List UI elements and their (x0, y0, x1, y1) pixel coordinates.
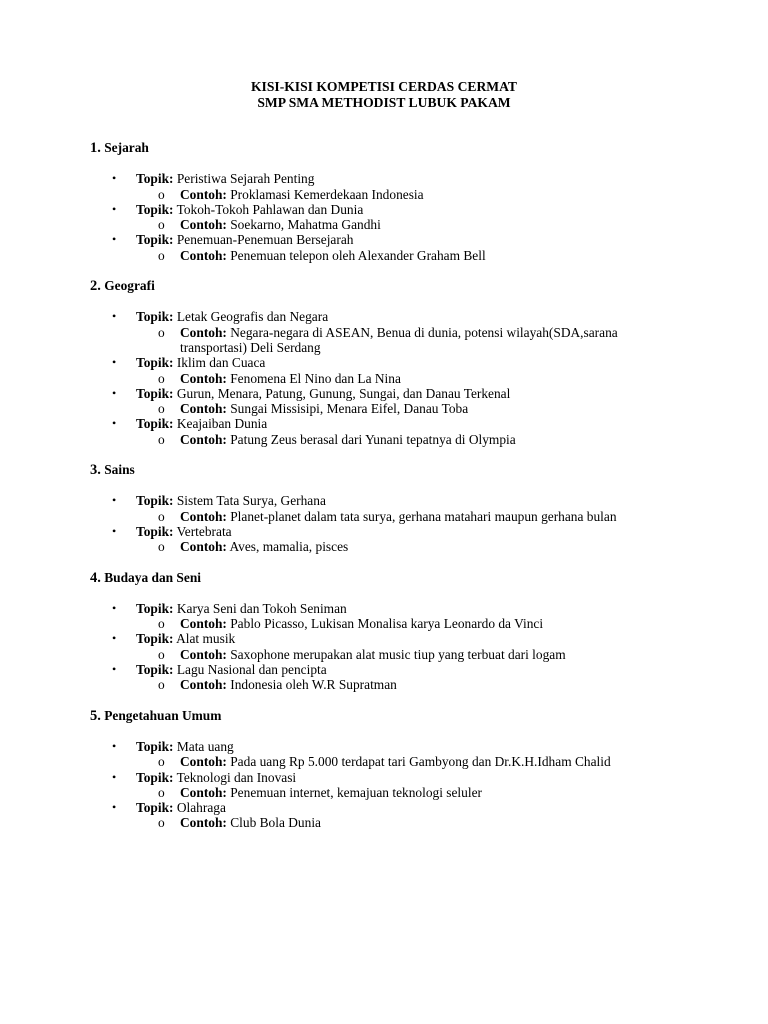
topic-label: Topik: (136, 309, 174, 325)
topic-label: Topik: (136, 493, 174, 509)
topic-label: Topik: (136, 416, 174, 432)
bullet-icon: • (112, 631, 117, 646)
bullet-icon: • (112, 309, 117, 324)
example-item (90, 432, 690, 447)
topic-item (90, 232, 690, 247)
bullet-icon: • (112, 662, 117, 677)
topic-label: Topik: (136, 385, 174, 401)
section (90, 708, 690, 831)
section-number: 2. (90, 278, 101, 295)
example-text: Pada uang Rp 5.000 terdapat tari Gambyong dan Dr.K.H.Idham Chalid (230, 754, 611, 770)
example-label: Contoh: (180, 401, 227, 417)
example-item (90, 401, 690, 416)
topic-item (90, 309, 690, 324)
topic-label: Topik: (136, 201, 174, 217)
example-item (90, 325, 690, 356)
example-text: Sungai Missisipi, Menara Eifel, Danau Toba (230, 401, 469, 417)
circle-bullet-icon: o (158, 754, 165, 770)
circle-bullet-icon: o (158, 217, 165, 233)
example-text: Planet-planet dalam tata surya, gerhana matahari maupun gerhana bulan (230, 508, 617, 524)
title-line-1: KISI-KISI KOMPETISI CERDAS CERMAT (250, 79, 517, 94)
example-text: Aves, mamalia, pisces (229, 539, 349, 555)
example-text: Pablo Picasso, Lukisan Monalisa karya Leonardo da Vinci (230, 616, 544, 632)
topic-text: Olahraga (176, 800, 226, 816)
section-number: 5. (90, 707, 101, 724)
topic-label: Topik: (136, 600, 174, 616)
section-title: Sejarah (104, 140, 149, 155)
example-text: Saxophone merupakan alat music tiup yang terbuat dari logam (230, 646, 566, 662)
topic-text: Keajaiban Dunia (176, 416, 268, 432)
example-text: Patung Zeus berasal dari Yunani tepatnya di Olympia (230, 431, 516, 447)
section-title: Pengetahuan Umum (104, 707, 222, 723)
topic-label: Topik: (136, 171, 174, 187)
topic-label: Topik: (136, 800, 174, 816)
topic-item (90, 493, 690, 508)
example-text: Penemuan internet, kemajuan teknologi seluler (230, 784, 482, 800)
topic-list (90, 739, 690, 831)
example-text: Indonesia oleh W.R Supratman (230, 677, 397, 693)
example-label: Contoh: (180, 217, 227, 233)
bullet-icon: • (112, 201, 117, 216)
circle-bullet-icon: o (158, 646, 165, 662)
topic-text: Peristiwa Sejarah Penting (176, 171, 315, 187)
section (90, 462, 690, 554)
topic-item (90, 202, 690, 217)
topic-list (90, 171, 690, 263)
bullet-icon: • (112, 416, 117, 431)
example-item (90, 371, 690, 386)
example-text: Negara-negara di ASEAN, Benua di dunia, potensi wilayah(SDA,sarana transportasi) Deli Serdang (180, 324, 618, 355)
example-text: Proklamasi Kemerdekaan Indonesia (230, 186, 424, 202)
example-label: Contoh: (180, 646, 227, 662)
topic-list (90, 601, 690, 693)
section-title: Sains (104, 462, 135, 478)
section-number: 1. (90, 140, 101, 156)
circle-bullet-icon: o (158, 677, 165, 693)
topic-text: Teknologi dan Inovasi (176, 769, 297, 785)
bullet-icon: • (112, 385, 117, 400)
circle-bullet-icon: o (158, 370, 165, 386)
example-label: Contoh: (180, 815, 227, 831)
topic-text: Penemuan-Penemuan Bersejarah (176, 232, 354, 248)
circle-bullet-icon: o (158, 784, 165, 800)
topic-item (90, 355, 690, 370)
title-line-2: SMP SMA METHODIST LUBUK PAKAM (257, 94, 511, 110)
circle-bullet-icon: o (158, 247, 165, 263)
topic-item (90, 800, 690, 815)
topic-item (90, 770, 690, 785)
section-title: Geografi (104, 278, 155, 294)
example-label: Contoh: (180, 677, 227, 693)
topic-label: Topik: (136, 738, 174, 754)
example-item (90, 647, 690, 662)
topic-item (90, 524, 690, 539)
example-item (90, 815, 690, 830)
bullet-icon: • (112, 523, 117, 538)
example-item (90, 616, 690, 631)
circle-bullet-icon: o (158, 508, 165, 524)
circle-bullet-icon: o (158, 815, 165, 831)
topic-text: Sistem Tata Surya, Gerhana (176, 493, 326, 509)
topic-text: Vertebrata (176, 523, 232, 539)
example-label: Contoh: (180, 508, 227, 524)
topic-text: Letak Geografis dan Negara (176, 309, 329, 325)
section-title: Budaya dan Seni (104, 569, 201, 585)
example-label: Contoh: (180, 754, 227, 770)
topic-label: Topik: (136, 631, 174, 647)
topic-text: Lagu Nasional dan pencipta (176, 662, 327, 678)
topic-item (90, 416, 690, 431)
bullet-icon: • (112, 600, 117, 615)
example-label: Contoh: (180, 539, 227, 555)
document-title (0, 79, 768, 110)
example-item (90, 248, 690, 263)
topic-label: Topik: (136, 355, 174, 371)
topic-item (90, 739, 690, 754)
example-label: Contoh: (180, 431, 227, 447)
example-item (90, 509, 690, 524)
bullet-icon: • (112, 738, 117, 753)
example-item (90, 539, 690, 554)
circle-bullet-icon: o (158, 401, 165, 417)
topic-text: Tokoh-Tokoh Pahlawan dan Dunia (176, 201, 364, 217)
topic-label: Topik: (136, 232, 174, 248)
example-label: Contoh: (180, 784, 227, 800)
topic-label: Topik: (136, 769, 174, 785)
circle-bullet-icon: o (158, 431, 165, 447)
topic-item (90, 631, 690, 646)
example-item (90, 754, 690, 769)
section-heading (90, 462, 690, 478)
section-number: 3. (90, 462, 101, 479)
topic-text: Iklim dan Cuaca (176, 355, 266, 371)
section (90, 570, 690, 693)
document-body (90, 140, 690, 846)
topic-text: Alat musik (176, 631, 236, 647)
topic-item (90, 386, 690, 401)
example-item (90, 187, 690, 202)
example-item (90, 217, 690, 232)
bullet-icon: • (112, 171, 117, 186)
section-heading (90, 708, 690, 724)
topic-item (90, 601, 690, 616)
circle-bullet-icon: o (158, 539, 165, 555)
example-label: Contoh: (180, 247, 227, 263)
example-text: Soekarno, Mahatma Gandhi (230, 217, 381, 233)
example-item (90, 785, 690, 800)
section-heading (90, 278, 690, 294)
example-text: Club Bola Dunia (230, 815, 321, 831)
bullet-icon: • (112, 800, 117, 815)
topic-text: Gurun, Menara, Patung, Gunung, Sungai, dan Danau Terkenal (176, 385, 511, 401)
circle-bullet-icon: o (158, 324, 165, 340)
bullet-icon: • (112, 493, 117, 508)
topic-list (90, 493, 690, 554)
example-label: Contoh: (180, 186, 227, 202)
topic-label: Topik: (136, 662, 174, 678)
section-heading (90, 570, 690, 586)
circle-bullet-icon: o (158, 616, 165, 632)
example-label: Contoh: (180, 324, 227, 340)
bullet-icon: • (112, 232, 117, 247)
example-text: Fenomena El Nino dan La Nina (230, 370, 401, 386)
section (90, 278, 690, 447)
topic-label: Topik: (136, 523, 174, 539)
circle-bullet-icon: o (158, 186, 165, 202)
topic-text: Karya Seni dan Tokoh Seniman (176, 600, 347, 616)
topic-text: Mata uang (176, 738, 234, 754)
topic-item (90, 171, 690, 186)
section (90, 140, 690, 263)
example-label: Contoh: (180, 616, 227, 632)
bullet-icon: • (112, 769, 117, 784)
section-heading (90, 140, 690, 156)
topic-list (90, 309, 690, 447)
example-item (90, 677, 690, 692)
bullet-icon: • (112, 355, 117, 370)
section-number: 4. (90, 569, 101, 586)
example-label: Contoh: (180, 370, 227, 386)
topic-item (90, 662, 690, 677)
example-text: Penemuan telepon oleh Alexander Graham Bell (230, 247, 486, 263)
